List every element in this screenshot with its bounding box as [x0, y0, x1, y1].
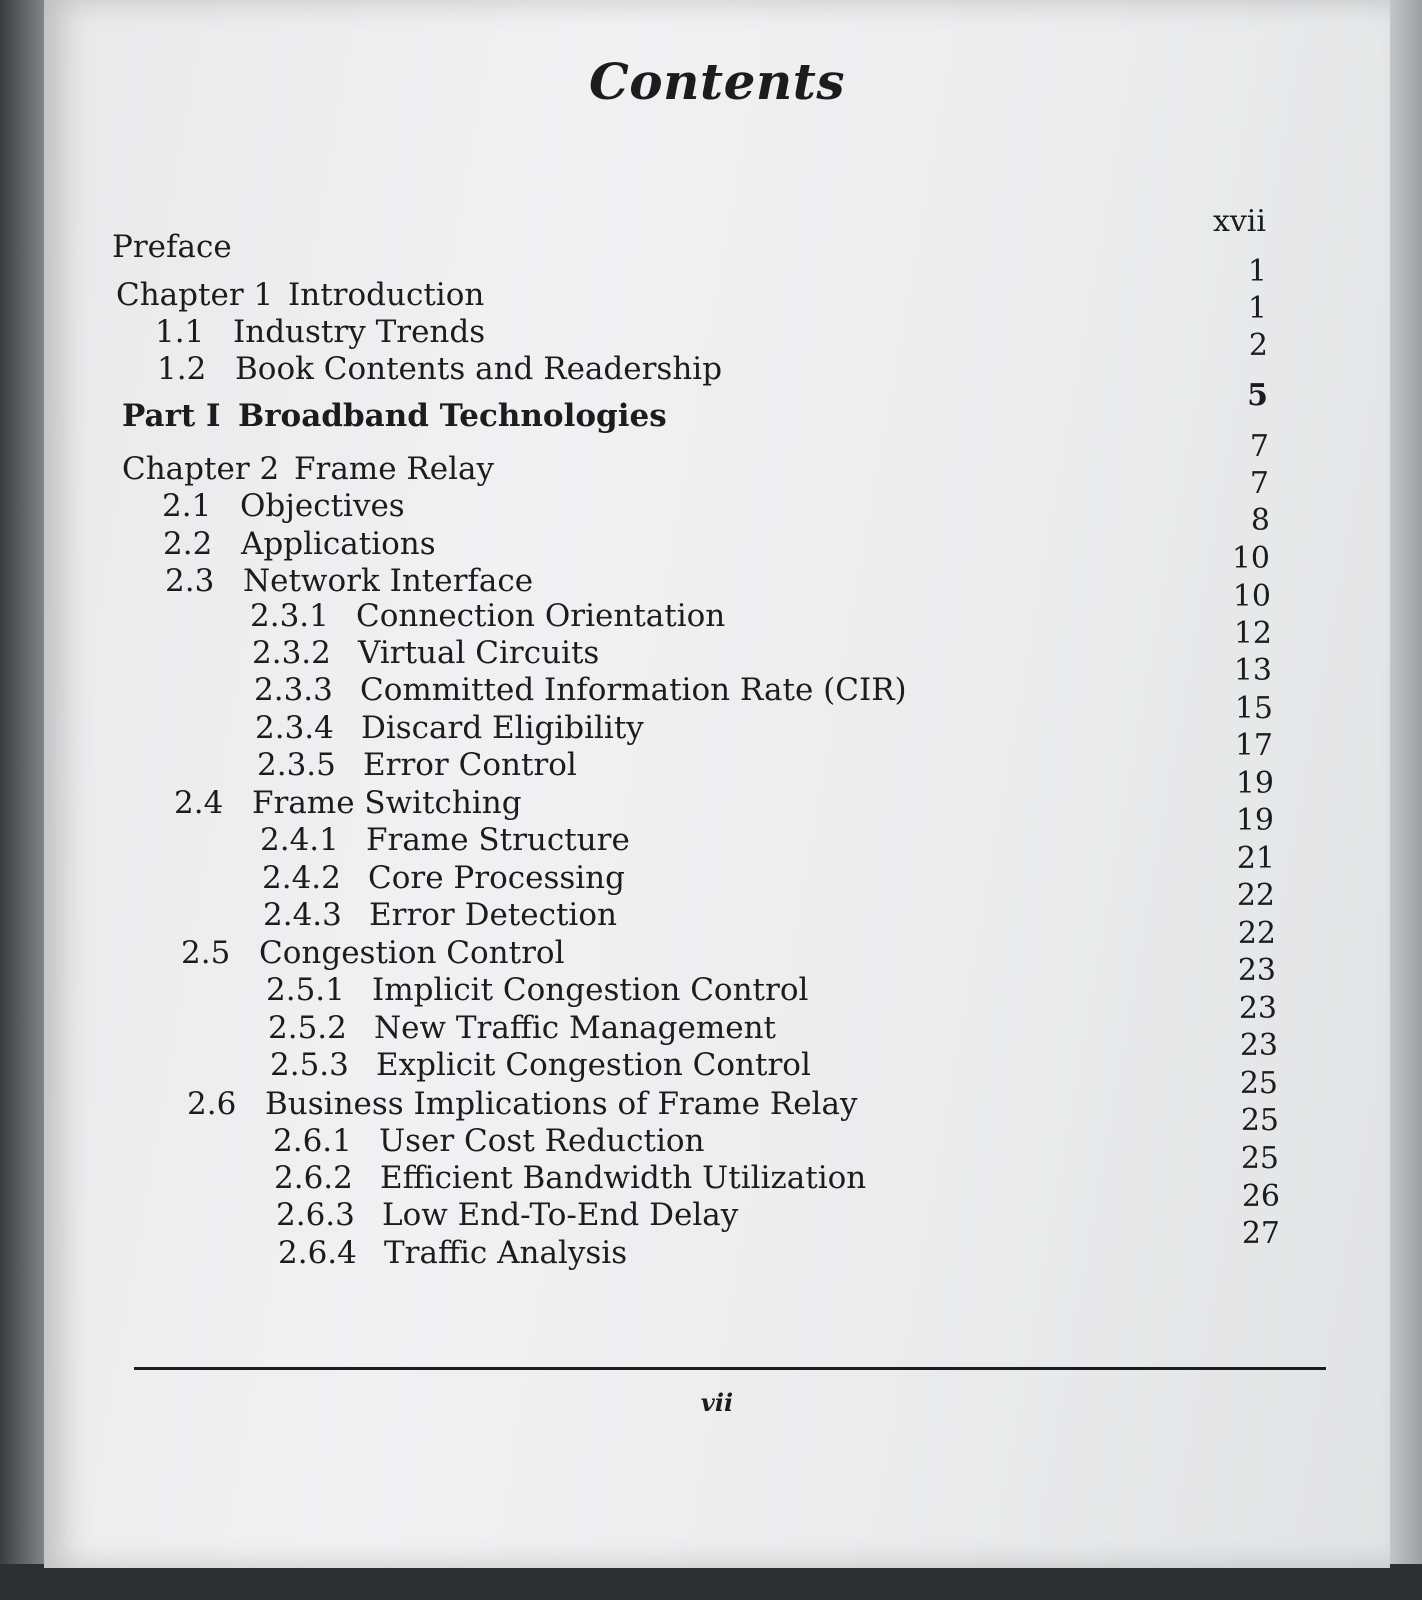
toc-entry-number: 2.4.3: [263, 897, 342, 933]
toc-entry-number: 2.3.4: [255, 710, 334, 746]
toc-page-number: 1: [1247, 254, 1267, 289]
book-base-shadow: [0, 1564, 1422, 1600]
toc-entry-number: 2.4.1: [260, 822, 339, 858]
toc-entry-title: Network Interface: [243, 563, 534, 599]
toc-page-number: 15: [1234, 691, 1273, 726]
toc-entry-title: Industry Trends: [233, 314, 486, 350]
toc-entry-title: Virtual Circuits: [358, 635, 600, 671]
toc-entry-subsection: [276, 1196, 738, 1234]
toc-page-number: 5: [1247, 378, 1268, 413]
toc-entry-part: [122, 397, 667, 435]
toc-entry-title: Congestion Control: [259, 935, 565, 971]
toc-entry-number: 2.4: [174, 785, 224, 821]
toc-page-number: 2: [1248, 328, 1268, 363]
toc-entry-number: 2.5.3: [270, 1047, 349, 1083]
toc-entry-number: 1.1: [155, 314, 205, 350]
toc-entry-subsection: [270, 1046, 811, 1084]
toc-entry-title: Broadband Technologies: [238, 398, 667, 434]
toc-entry-number: 2.6.3: [276, 1197, 355, 1233]
footer-rule: [134, 1367, 1326, 1370]
toc-entry-number: 2.3: [165, 563, 215, 599]
toc-entry-number: 2.6.1: [273, 1123, 352, 1159]
page-folio: vii: [700, 1388, 734, 1417]
toc-entry-subsection: [262, 859, 625, 897]
page-edge: [1386, 0, 1422, 1600]
toc-page-number: 23: [1238, 991, 1277, 1026]
toc-page-number: 25: [1240, 1103, 1279, 1138]
toc-entry-title: Committed Information Rate (CIR): [360, 672, 907, 708]
toc-entry-front: [112, 228, 232, 266]
toc-page: [44, 0, 1390, 1568]
toc-entry-number: 2.5.1: [266, 972, 345, 1008]
toc-entry-subsection: [273, 1122, 705, 1160]
toc-entry-title: Preface: [112, 229, 232, 265]
toc-entry-title: New Traffic Management: [374, 1010, 777, 1046]
toc-entry-title: Core Processing: [368, 860, 625, 896]
toc-entry-subsection: [252, 634, 599, 672]
toc-entry-subsection: [263, 896, 617, 934]
toc-entry-number: 2.3.1: [250, 598, 329, 634]
toc-page-number: 1: [1247, 291, 1267, 326]
toc-entry-title: Discard Eligibility: [361, 710, 644, 746]
toc-entry-number: 2.6: [187, 1086, 237, 1122]
toc-page-number: 17: [1234, 728, 1273, 763]
toc-page-number: 19: [1235, 803, 1274, 838]
toc-entry-title: Frame Relay: [294, 451, 495, 487]
toc-page-number: 25: [1239, 1066, 1278, 1101]
toc-entry-title: Low End-To-End Delay: [382, 1197, 739, 1233]
toc-entry-subsection: [255, 709, 644, 747]
toc-entry-section: [174, 784, 522, 822]
toc-page-number: 10: [1231, 541, 1270, 576]
toc-entry-section: [181, 934, 565, 972]
toc-entry-number: 2.2: [163, 526, 213, 562]
toc-entry-section: [155, 313, 485, 351]
toc-entry-title: Traffic Analysis: [384, 1235, 628, 1271]
toc-entry-number: Chapter 2: [122, 451, 280, 487]
toc-page-number: 19: [1235, 766, 1274, 801]
toc-entry-number: 1.2: [157, 351, 207, 387]
toc-page-number: 25: [1240, 1141, 1279, 1176]
toc-entry-title: Error Control: [363, 747, 577, 783]
toc-entry-number: 2.5: [181, 935, 231, 971]
toc-entry-title: Frame Structure: [366, 822, 630, 858]
toc-entry-title: Applications: [241, 526, 436, 562]
toc-entry-subsection: [257, 746, 577, 784]
page-title: Contents: [588, 52, 845, 111]
toc-entry-title: Book Contents and Readership: [235, 351, 723, 387]
toc-entry-number: 2.6.4: [278, 1235, 357, 1271]
toc-entry-title: Explicit Congestion Control: [376, 1047, 811, 1083]
toc-page-number: 22: [1237, 916, 1276, 951]
toc-entry-number: 2.3.2: [252, 635, 331, 671]
toc-entry-number: Chapter 1: [116, 277, 274, 313]
toc-page-number: 7: [1249, 466, 1269, 501]
toc-entry-number: 2.6.2: [274, 1160, 353, 1196]
toc-entry-subsection: [278, 1234, 627, 1272]
toc-entry-chapter: [122, 450, 494, 488]
toc-entry-subsection: [260, 821, 630, 859]
toc-entry-title: Business Implications of Frame Relay: [265, 1086, 858, 1122]
toc-page-number: 23: [1239, 1028, 1278, 1063]
toc-page-number: 22: [1236, 878, 1275, 913]
toc-entry-subsection: [266, 971, 808, 1009]
toc-entry-title: Frame Switching: [252, 785, 522, 821]
toc-page-number: 13: [1233, 653, 1272, 688]
book-gutter-shadow: [0, 0, 48, 1600]
toc-entry-number: 2.1: [162, 488, 212, 524]
toc-page-number: 10: [1232, 579, 1271, 614]
toc-entry-section: [163, 525, 436, 563]
toc-entry-title: Objectives: [240, 488, 405, 524]
toc-entry-number: Part I: [122, 398, 221, 434]
toc-page-number: xvii: [1212, 204, 1266, 239]
toc-entry-section: [165, 562, 533, 600]
toc-page-number: 21: [1236, 841, 1275, 876]
toc-page-number: 26: [1241, 1179, 1280, 1214]
toc-page-number: 23: [1237, 953, 1276, 988]
toc-entry-section: [162, 487, 405, 525]
toc-entry-title: Implicit Congestion Control: [372, 972, 809, 1008]
toc-entry-subsection: [274, 1159, 866, 1197]
toc-page-number: 7: [1249, 429, 1269, 464]
toc-entry-title: Efficient Bandwidth Utilization: [380, 1160, 867, 1196]
toc-entry-title: Introduction: [288, 277, 485, 313]
toc-entry-number: 2.4.2: [262, 860, 341, 896]
toc-entry-title: Error Detection: [369, 897, 617, 933]
toc-entry-subsection: [254, 671, 907, 709]
toc-entry-section: [187, 1085, 857, 1123]
toc-page-number: 12: [1233, 616, 1272, 651]
toc-entry-number: 2.5.2: [268, 1010, 347, 1046]
toc-entry-title: Connection Orientation: [356, 598, 726, 634]
toc-entry-chapter: [116, 276, 484, 314]
toc-entry-subsection: [268, 1009, 776, 1047]
toc-page-number: 8: [1250, 503, 1270, 538]
toc-entry-subsection: [250, 597, 725, 635]
toc-page-number: 27: [1241, 1216, 1280, 1251]
toc-entry-section: [157, 350, 722, 388]
toc-entry-title: User Cost Reduction: [379, 1123, 705, 1159]
toc-entry-number: 2.3.3: [254, 672, 333, 708]
toc-entry-number: 2.3.5: [257, 747, 336, 783]
